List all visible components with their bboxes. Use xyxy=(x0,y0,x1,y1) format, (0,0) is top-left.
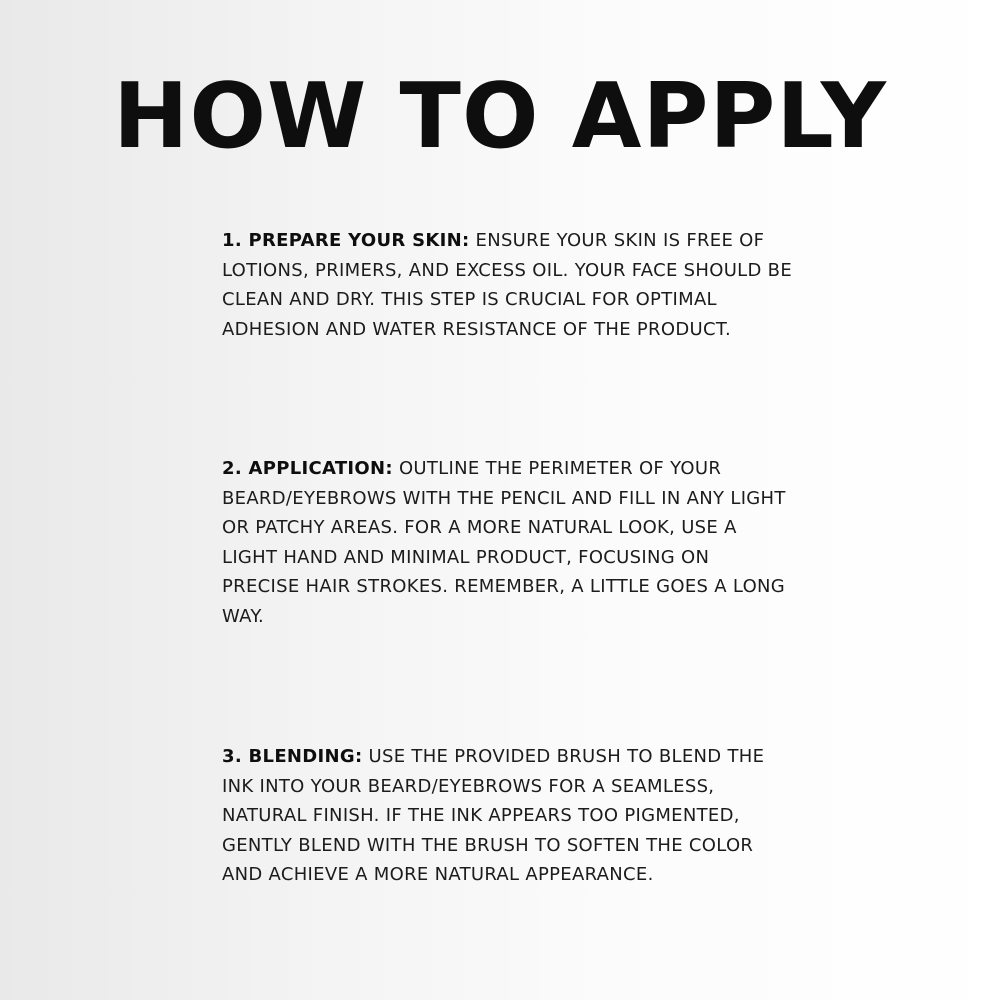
step-blending xyxy=(222,742,792,890)
page-title: HOW TO APPLY xyxy=(113,64,887,169)
step-label: 3. BLENDING: xyxy=(222,746,363,767)
step-text: OUTLINE THE PERIMETER OF YOUR BEARD/EYEBROWS WITH THE PENCIL AND FILL IN ANY LIGHT OR PATCHY AREAS. FOR A MORE NATURAL LOOK, USE A LIGHT HAND AND MINIMAL PRODUCT, FOCUSING ON PRECISE HAIR STROKES. REMEMBER, A LITTLE GOES A LONG WAY. xyxy=(222,458,786,627)
step-prepare-skin xyxy=(222,226,792,344)
step-text: USE THE PROVIDED BRUSH TO BLEND THE INK INTO YOUR BEARD/EYEBROWS FOR A SEAMLESS, NATURAL FINISH. IF THE INK APPEARS TOO PIGMENTED, GENTLY BLEND WITH THE BRUSH TO SOFTEN THE COLOR AND ACHIEVE A MORE NATURAL APPEARANCE. xyxy=(222,746,765,885)
step-label: 1. PREPARE YOUR SKIN: xyxy=(222,230,470,251)
step-text: ENSURE YOUR SKIN IS FREE OF LOTIONS, PRIMERS, AND EXCESS OIL. YOUR FACE SHOULD BE CLEAN AND DRY. THIS STEP IS CRUCIAL FOR OPTIMAL ADHESION AND WATER RESISTANCE OF THE PRODUCT. xyxy=(222,230,793,340)
step-label: 2. APPLICATION: xyxy=(222,458,393,479)
step-application xyxy=(222,454,792,631)
